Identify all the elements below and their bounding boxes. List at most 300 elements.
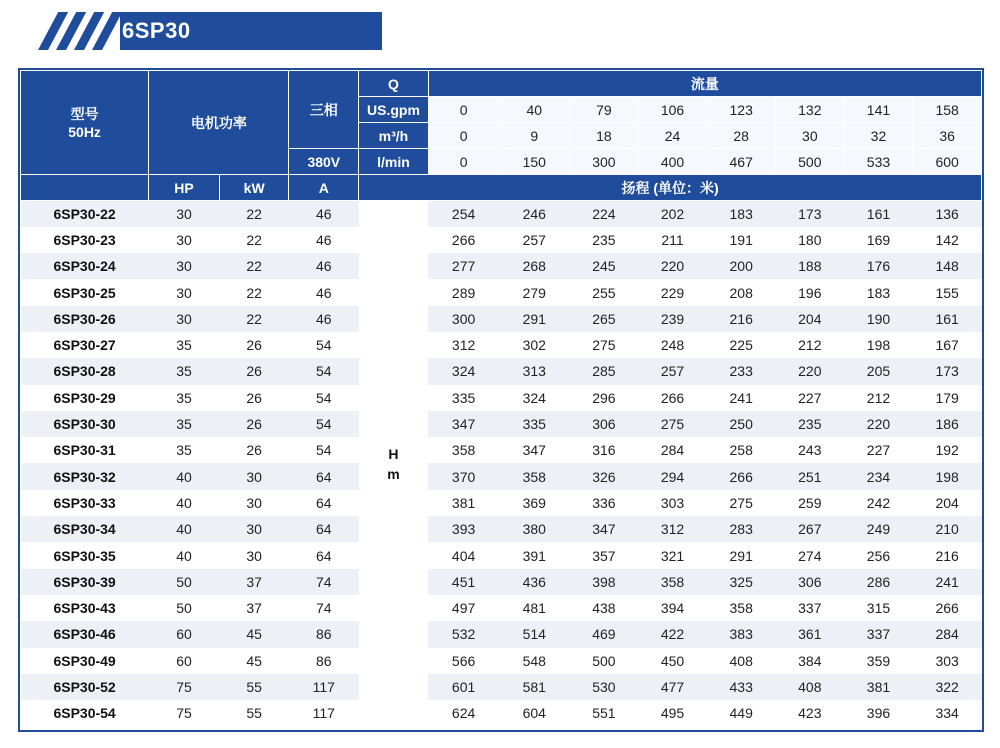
flow-lmin-cell: 533: [844, 149, 913, 175]
model-cell: 6SP30-34: [21, 516, 149, 542]
kw-cell: 55: [219, 700, 289, 726]
table-row: [21, 595, 982, 621]
head-cell: 370: [428, 463, 499, 489]
head-cell: 202: [638, 201, 707, 227]
table-row: [21, 358, 982, 384]
hp-cell: 35: [149, 385, 220, 411]
hp-cell: 50: [149, 569, 220, 595]
flow-header: 流量: [428, 71, 981, 97]
head-cell: 173: [913, 358, 982, 384]
head-cell: 266: [638, 385, 707, 411]
table-row: [21, 227, 982, 253]
a-cell: 46: [289, 306, 359, 332]
flow-lmin-cell: 600: [913, 149, 982, 175]
kw-cell: 45: [219, 621, 289, 647]
head-cell: 257: [499, 227, 570, 253]
head-cell: 284: [638, 437, 707, 463]
flow-usgpm-cell: 40: [499, 97, 570, 123]
a-cell: 74: [289, 595, 359, 621]
flow-m3h-cell: 28: [707, 123, 776, 149]
model-cell: 6SP30-26: [21, 306, 149, 332]
spec-table: [18, 68, 984, 732]
head-cell: 183: [707, 201, 776, 227]
head-cell: 179: [913, 385, 982, 411]
head-cell: 216: [913, 542, 982, 568]
head-cell: 257: [638, 358, 707, 384]
head-cell: 242: [844, 490, 913, 516]
a-cell: 54: [289, 332, 359, 358]
model-cell: 6SP30-46: [21, 621, 149, 647]
kw-cell: 37: [219, 595, 289, 621]
a-cell: 64: [289, 490, 359, 516]
flow-lmin-cell: 300: [570, 149, 639, 175]
table-row: [21, 253, 982, 279]
flow-usgpm-cell: 141: [844, 97, 913, 123]
head-cell: 449: [707, 700, 776, 726]
head-cell: 313: [499, 358, 570, 384]
unit-lmin: l/min: [359, 149, 429, 175]
a-cell: 64: [289, 463, 359, 489]
table-row: [21, 516, 982, 542]
model-cell: 6SP30-33: [21, 490, 149, 516]
head-cell: 347: [499, 437, 570, 463]
table-row: [21, 621, 982, 647]
head-cell: 283: [707, 516, 776, 542]
model-header: [21, 71, 149, 175]
head-cell: 275: [570, 332, 639, 358]
table-row: [21, 306, 982, 332]
head-cell: 530: [570, 674, 639, 700]
head-cell: 548: [499, 648, 570, 674]
head-cell: 477: [638, 674, 707, 700]
table-row: [21, 411, 982, 437]
kw-cell: 22: [219, 227, 289, 253]
a-cell: 46: [289, 227, 359, 253]
flow-lmin-cell: 467: [707, 149, 776, 175]
head-cell: 334: [913, 700, 982, 726]
head-cell: 532: [428, 621, 499, 647]
flow-lmin-cell: 500: [776, 149, 845, 175]
hm-label-h: H: [388, 445, 399, 462]
head-cell: 254: [428, 201, 499, 227]
table-row: [21, 463, 982, 489]
table-row: [21, 279, 982, 305]
head-cell: 243: [776, 437, 845, 463]
hm-label-m: m: [387, 465, 400, 482]
a-cell: 117: [289, 674, 359, 700]
flow-usgpm-cell: 106: [638, 97, 707, 123]
head-cell: 337: [776, 595, 845, 621]
head-cell: 173: [776, 201, 845, 227]
head-cell: 220: [776, 358, 845, 384]
head-cell: 205: [844, 358, 913, 384]
kw-cell: 26: [219, 358, 289, 384]
head-header: 扬程 (单位：米): [359, 175, 982, 201]
head-cell: 220: [844, 411, 913, 437]
kw-cell: 45: [219, 648, 289, 674]
head-cell: 285: [570, 358, 639, 384]
a-cell: 64: [289, 542, 359, 568]
head-cell: 347: [428, 411, 499, 437]
flow-lmin-cell: 0: [428, 149, 499, 175]
model-column-spacer: [21, 175, 149, 201]
head-cell: 361: [776, 621, 845, 647]
head-cell: 315: [844, 595, 913, 621]
flow-m3h-cell: 9: [499, 123, 570, 149]
head-cell: 469: [570, 621, 639, 647]
table-row: [21, 437, 982, 463]
head-cell: 211: [638, 227, 707, 253]
hp-cell: 30: [149, 253, 220, 279]
head-cell: 212: [844, 385, 913, 411]
head-cell: 347: [570, 516, 639, 542]
head-cell: 176: [844, 253, 913, 279]
model-cell: 6SP30-25: [21, 279, 149, 305]
head-cell: 188: [776, 253, 845, 279]
head-cell: 396: [844, 700, 913, 726]
head-cell: 384: [776, 648, 845, 674]
head-cell: 302: [499, 332, 570, 358]
head-cell: 303: [638, 490, 707, 516]
head-cell: 286: [844, 569, 913, 595]
head-cell: 183: [844, 279, 913, 305]
table-row: [21, 569, 982, 595]
head-cell: 601: [428, 674, 499, 700]
head-cell: 380: [499, 516, 570, 542]
hp-cell: 40: [149, 490, 220, 516]
head-cell: 142: [913, 227, 982, 253]
head-cell: 161: [913, 306, 982, 332]
head-cell: 267: [776, 516, 845, 542]
a-header: A: [289, 175, 359, 201]
head-cell: 200: [707, 253, 776, 279]
head-cell: 312: [428, 332, 499, 358]
hp-cell: 40: [149, 542, 220, 568]
model-cell: 6SP30-32: [21, 463, 149, 489]
kw-cell: 22: [219, 253, 289, 279]
head-cell: 383: [707, 621, 776, 647]
model-label: 型号: [70, 105, 99, 122]
head-cell: 198: [913, 463, 982, 489]
flow-usgpm-cell: 0: [428, 97, 499, 123]
hp-cell: 30: [149, 227, 220, 253]
head-cell: 256: [844, 542, 913, 568]
hp-cell: 30: [149, 201, 220, 227]
head-cell: 265: [570, 306, 639, 332]
flow-m3h-cell: 30: [776, 123, 845, 149]
head-cell: 322: [913, 674, 982, 700]
kw-cell: 26: [219, 411, 289, 437]
head-cell: 248: [638, 332, 707, 358]
head-cell: 274: [776, 542, 845, 568]
head-cell: 404: [428, 542, 499, 568]
model-cell: 6SP30-52: [21, 674, 149, 700]
head-cell: 208: [707, 279, 776, 305]
head-cell: 325: [707, 569, 776, 595]
head-cell: 284: [913, 621, 982, 647]
model-cell: 6SP30-24: [21, 253, 149, 279]
hp-cell: 60: [149, 621, 220, 647]
flow-lmin-cell: 400: [638, 149, 707, 175]
model-sub-label: 50Hz: [68, 123, 101, 140]
a-cell: 54: [289, 358, 359, 384]
head-cell: 381: [844, 674, 913, 700]
a-cell: 54: [289, 411, 359, 437]
hp-cell: 40: [149, 516, 220, 542]
head-cell: 604: [499, 700, 570, 726]
head-cell: 291: [707, 542, 776, 568]
head-cell: 294: [638, 463, 707, 489]
head-cell: 210: [913, 516, 982, 542]
flow-m3h-cell: 24: [638, 123, 707, 149]
head-cell: 296: [570, 385, 639, 411]
hp-cell: 30: [149, 279, 220, 305]
hp-cell: 75: [149, 674, 220, 700]
kw-cell: 26: [219, 385, 289, 411]
hp-header: HP: [149, 175, 220, 201]
head-cell: 358: [499, 463, 570, 489]
table-row: [21, 332, 982, 358]
head-cell: 169: [844, 227, 913, 253]
hp-cell: 35: [149, 332, 220, 358]
head-cell: 227: [776, 385, 845, 411]
head-cell: 321: [638, 542, 707, 568]
flow-m3h-cell: 32: [844, 123, 913, 149]
head-cell: 190: [844, 306, 913, 332]
model-cell: 6SP30-28: [21, 358, 149, 384]
head-cell: 235: [570, 227, 639, 253]
head-cell: 227: [844, 437, 913, 463]
head-cell: 235: [776, 411, 845, 437]
head-cell: 312: [638, 516, 707, 542]
kw-cell: 30: [219, 542, 289, 568]
table-row: [21, 490, 982, 516]
kw-cell: 37: [219, 569, 289, 595]
kw-cell: 55: [219, 674, 289, 700]
head-cell: 335: [428, 385, 499, 411]
kw-cell: 26: [219, 332, 289, 358]
hp-cell: 35: [149, 437, 220, 463]
model-cell: 6SP30-29: [21, 385, 149, 411]
head-cell: 357: [570, 542, 639, 568]
head-cell: 514: [499, 621, 570, 647]
head-cell: 422: [638, 621, 707, 647]
head-cell: 398: [570, 569, 639, 595]
table-row: [21, 201, 982, 227]
kw-cell: 22: [219, 279, 289, 305]
q-header: Q: [359, 71, 429, 97]
a-cell: 74: [289, 569, 359, 595]
head-cell: 136: [913, 201, 982, 227]
head-cell: 266: [707, 463, 776, 489]
kw-cell: 30: [219, 490, 289, 516]
head-cell: 275: [638, 411, 707, 437]
hp-cell: 35: [149, 411, 220, 437]
flow-usgpm-cell: 158: [913, 97, 982, 123]
kw-header: kW: [219, 175, 289, 201]
head-cell: 324: [428, 358, 499, 384]
model-cell: 6SP30-49: [21, 648, 149, 674]
head-cell: 306: [570, 411, 639, 437]
head-cell: 268: [499, 253, 570, 279]
head-cell: 196: [776, 279, 845, 305]
flow-m3h-cell: 0: [428, 123, 499, 149]
head-cell: 246: [499, 201, 570, 227]
a-cell: 46: [289, 253, 359, 279]
a-cell: 117: [289, 700, 359, 726]
head-cell: 394: [638, 595, 707, 621]
head-cell: 198: [844, 332, 913, 358]
head-cell: 291: [499, 306, 570, 332]
a-cell: 64: [289, 516, 359, 542]
model-cell: 6SP30-35: [21, 542, 149, 568]
head-cell: 300: [428, 306, 499, 332]
flow-m3h-cell: 18: [570, 123, 639, 149]
hp-cell: 50: [149, 595, 220, 621]
model-cell: 6SP30-22: [21, 201, 149, 227]
a-cell: 86: [289, 621, 359, 647]
head-cell: 408: [776, 674, 845, 700]
kw-cell: 26: [219, 437, 289, 463]
head-cell: 581: [499, 674, 570, 700]
head-cell: 266: [428, 227, 499, 253]
table-row: [21, 674, 982, 700]
head-cell: 224: [570, 201, 639, 227]
head-cell: 258: [707, 437, 776, 463]
kw-cell: 30: [219, 463, 289, 489]
kw-cell: 30: [219, 516, 289, 542]
model-cell: 6SP30-31: [21, 437, 149, 463]
head-cell: 324: [499, 385, 570, 411]
head-cell: 495: [638, 700, 707, 726]
kw-cell: 22: [219, 306, 289, 332]
head-cell: 191: [707, 227, 776, 253]
head-cell: 192: [913, 437, 982, 463]
head-cell: 233: [707, 358, 776, 384]
head-cell: 234: [844, 463, 913, 489]
head-cell: 225: [707, 332, 776, 358]
head-cell: 275: [707, 490, 776, 516]
kw-cell: 22: [219, 201, 289, 227]
unit-m3h: m³/h: [359, 123, 429, 149]
head-cell: 335: [499, 411, 570, 437]
hp-cell: 35: [149, 358, 220, 384]
head-cell: 450: [638, 648, 707, 674]
head-cell: 369: [499, 490, 570, 516]
head-cell: 180: [776, 227, 845, 253]
head-cell: 303: [913, 648, 982, 674]
head-cell: 393: [428, 516, 499, 542]
head-cell: 306: [776, 569, 845, 595]
head-cell: 250: [707, 411, 776, 437]
head-cell: 167: [913, 332, 982, 358]
head-cell: 433: [707, 674, 776, 700]
head-cell: 255: [570, 279, 639, 305]
head-cell: 316: [570, 437, 639, 463]
hp-cell: 30: [149, 306, 220, 332]
flow-m3h-cell: 36: [913, 123, 982, 149]
head-cell: 326: [570, 463, 639, 489]
head-cell: 358: [707, 595, 776, 621]
voltage-header: 380V: [289, 149, 359, 175]
table-row: [21, 648, 982, 674]
head-cell: 391: [499, 542, 570, 568]
table-row: [21, 542, 982, 568]
head-cell: 229: [638, 279, 707, 305]
head-cell: 212: [776, 332, 845, 358]
a-cell: 54: [289, 385, 359, 411]
a-cell: 86: [289, 648, 359, 674]
hm-label: [359, 201, 429, 727]
head-cell: 551: [570, 700, 639, 726]
head-cell: 216: [707, 306, 776, 332]
model-cell: 6SP30-27: [21, 332, 149, 358]
head-cell: 241: [913, 569, 982, 595]
model-cell: 6SP30-54: [21, 700, 149, 726]
flow-usgpm-cell: 132: [776, 97, 845, 123]
a-cell: 54: [289, 437, 359, 463]
head-cell: 336: [570, 490, 639, 516]
power-header: 电机功率: [149, 71, 289, 175]
head-cell: 259: [776, 490, 845, 516]
head-cell: 451: [428, 569, 499, 595]
head-cell: 358: [638, 569, 707, 595]
a-cell: 46: [289, 201, 359, 227]
head-cell: 358: [428, 437, 499, 463]
head-cell: 161: [844, 201, 913, 227]
head-cell: 566: [428, 648, 499, 674]
head-cell: 337: [844, 621, 913, 647]
head-cell: 289: [428, 279, 499, 305]
hp-cell: 60: [149, 648, 220, 674]
head-cell: 155: [913, 279, 982, 305]
phase-header: 三相: [289, 71, 359, 149]
head-cell: 279: [499, 279, 570, 305]
hp-cell: 40: [149, 463, 220, 489]
a-cell: 46: [289, 279, 359, 305]
head-cell: 624: [428, 700, 499, 726]
head-cell: 500: [570, 648, 639, 674]
head-cell: 436: [499, 569, 570, 595]
hp-cell: 75: [149, 700, 220, 726]
head-cell: 220: [638, 253, 707, 279]
head-cell: 148: [913, 253, 982, 279]
head-cell: 239: [638, 306, 707, 332]
head-cell: 249: [844, 516, 913, 542]
head-cell: 204: [776, 306, 845, 332]
flow-usgpm-cell: 123: [707, 97, 776, 123]
head-cell: 204: [913, 490, 982, 516]
head-cell: 277: [428, 253, 499, 279]
head-cell: 251: [776, 463, 845, 489]
head-cell: 359: [844, 648, 913, 674]
head-cell: 423: [776, 700, 845, 726]
table-row: [21, 385, 982, 411]
head-cell: 186: [913, 411, 982, 437]
head-cell: 245: [570, 253, 639, 279]
head-cell: 241: [707, 385, 776, 411]
flow-lmin-cell: 150: [499, 149, 570, 175]
page-title: 6SP30: [122, 18, 191, 43]
flow-usgpm-cell: 79: [570, 97, 639, 123]
head-cell: 266: [913, 595, 982, 621]
model-cell: 6SP30-30: [21, 411, 149, 437]
head-cell: 481: [499, 595, 570, 621]
unit-usgpm: US.gpm: [359, 97, 429, 123]
head-cell: 381: [428, 490, 499, 516]
head-cell: 497: [428, 595, 499, 621]
model-cell: 6SP30-43: [21, 595, 149, 621]
